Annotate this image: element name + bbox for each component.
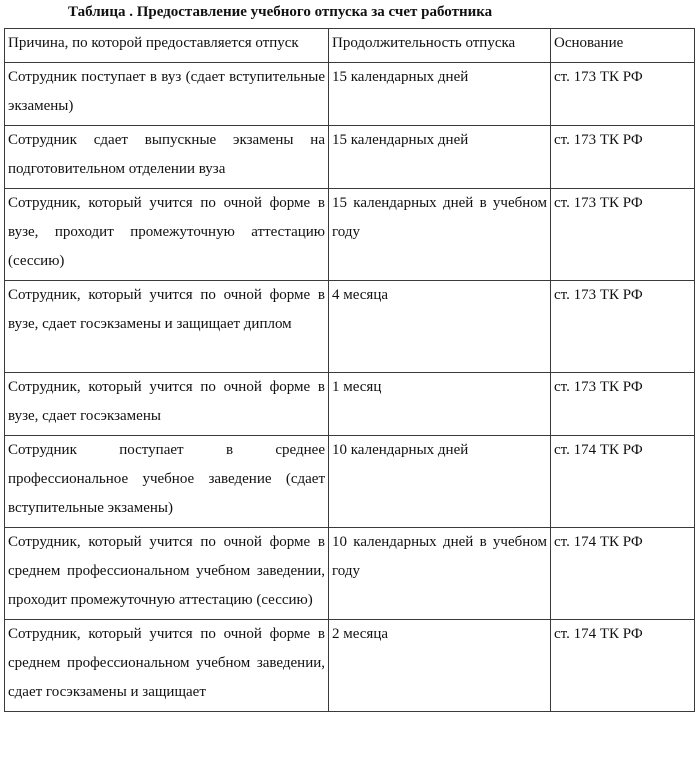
table-caption: Таблица . Предоставление учебного отпуска за счет работника (68, 4, 493, 20)
cell-duration: 4 месяца (329, 281, 551, 373)
cell-duration: 15 календарных дней (329, 126, 551, 189)
cell-basis: ст. 174 ТК РФ (551, 436, 695, 528)
table-row (5, 281, 695, 373)
cell-reason: Сотрудник, который учится по очной форме в среднем профессиональном учебном заведении, проходит промежуточную аттестацию (сессию) (5, 528, 329, 620)
table-header-row (5, 29, 695, 63)
cell-duration: 1 месяц (329, 373, 551, 436)
cell-basis: ст. 173 ТК РФ (551, 126, 695, 189)
table-row (5, 189, 695, 281)
header-basis: Основание (551, 29, 695, 63)
table-row (5, 620, 695, 712)
cell-basis: ст. 173 ТК РФ (551, 281, 695, 373)
cell-reason: Сотрудник, который учится по очной форме в среднем профессиональном учебном заведении, сдает госэкзамены и защищает (5, 620, 329, 712)
table-row (5, 126, 695, 189)
cell-reason: Сотрудник, который учится по очной форме в вузе, проходит промежуточную аттестацию (сессию) (5, 189, 329, 281)
table-row (5, 528, 695, 620)
cell-reason: Сотрудник, который учится по очной форме в вузе, сдает госэкзамены и защищает диплом (5, 281, 329, 373)
cell-basis: ст. 173 ТК РФ (551, 63, 695, 126)
cell-basis: ст. 173 ТК РФ (551, 189, 695, 281)
cell-basis: ст. 173 ТК РФ (551, 373, 695, 436)
cell-duration: 15 календарных дней в учебном году (329, 189, 551, 281)
cell-duration: 10 календарных дней (329, 436, 551, 528)
header-duration: Продолжительность отпуска (329, 29, 551, 63)
cell-reason: Сотрудник, который учится по очной форме в вузе, сдает госэкзамены (5, 373, 329, 436)
cell-reason: Сотрудник сдает выпускные экзамены на подготовительном отделении вуза (5, 126, 329, 189)
cell-duration: 2 месяца (329, 620, 551, 712)
cell-basis: ст. 174 ТК РФ (551, 528, 695, 620)
cell-reason: Сотрудник поступает в среднее профессиональное учебное заведение (сдает вступительные экзамены) (5, 436, 329, 528)
table-row (5, 436, 695, 528)
cell-basis: ст. 174 ТК РФ (551, 620, 695, 712)
cell-reason: Сотрудник поступает в вуз (сдает вступительные экзамены) (5, 63, 329, 126)
table-row (5, 373, 695, 436)
cell-duration: 10 календарных дней в учебном году (329, 528, 551, 620)
study-leave-table (4, 28, 695, 712)
cell-duration: 15 календарных дней (329, 63, 551, 126)
table-row (5, 63, 695, 126)
header-reason: Причина, по которой предоставляется отпуск (5, 29, 329, 63)
